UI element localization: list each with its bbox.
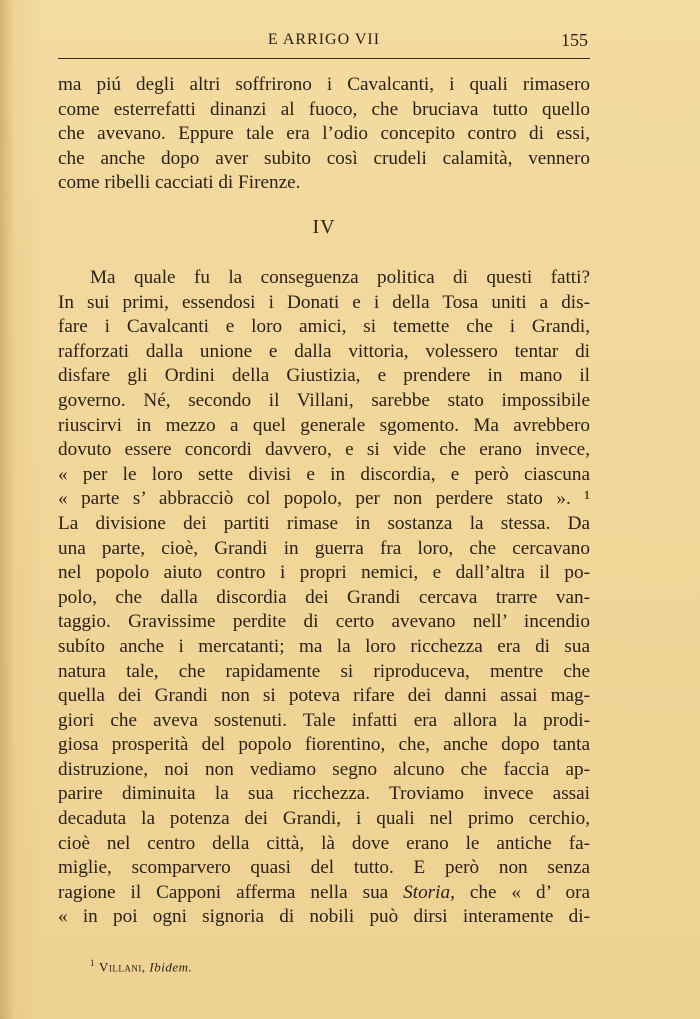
text-line: fare i Cavalcanti e loro amici, si temette che i Grandi, (58, 316, 590, 338)
text-line: decaduta la potenza dei Grandi, i quali nel primo cerchio, (58, 808, 590, 830)
text-line: In sui primi, essendosi i Donati e i della Tosa uniti a dis- (58, 291, 590, 313)
text-line: giori che aveva sostenuti. Tale infatti era allora la prodi- (58, 709, 590, 731)
text-line: quella dei Grandi non si poteva rifare dei danni assai mag- (58, 685, 590, 707)
text-line: nel popolo aiuto contro i propri nemici, e dall’altra il po- (58, 562, 590, 584)
text-line: ragione il Capponi afferma nella sua Storia, che « d’ ora (58, 881, 590, 903)
text-line: disfare gli Ordini della Giustizia, e prendere in mano il (58, 365, 590, 387)
text-line: La divisione dei partiti rimase in sostanza la stessa. Da (58, 512, 590, 534)
text-line: dovuto essere concordi davvero, e si vide che erano invece, (58, 439, 590, 461)
text-line: governo. Né, secondo il Villani, sarebbe stato impossibile (58, 389, 590, 411)
text-line: « per le loro sette divisi e in discordia, e però ciascuna (58, 463, 590, 485)
text-line: come esterrefatti dinanzi al fuoco, che bruciava tutto quello (58, 98, 590, 120)
text-line: polo, che dalla discordia dei Grandi cercava trarre van- (58, 586, 590, 608)
text-line: « in poi ogni signoria di nobili può dirsi interamente di- (58, 906, 590, 928)
text-line: Ma quale fu la conseguenza politica di questi fatti? (90, 267, 590, 288)
text-line: rafforzati dalla unione e dalla vittoria, volessero tentar di (58, 340, 590, 362)
italic-title: Storia (403, 881, 451, 903)
text-line: una parte, cioè, Grandi in guerra fra loro, che cercavano (58, 537, 590, 559)
text-line: taggio. Gravissime perdite di certo avevano nell’ incendio (58, 611, 590, 633)
paragraph-section-iv (58, 266, 590, 930)
footnote-author: Villani, (99, 959, 146, 975)
text-line: che anche dopo aver subito così crudeli calamità, vennero (58, 147, 590, 169)
paragraph-continued (58, 73, 590, 196)
footnote-reference: Ibidem. (149, 959, 193, 975)
text-line: distruzione, noi non vediamo segno alcuno che faccia ap- (58, 758, 590, 780)
footnote (90, 958, 192, 975)
running-title: E ARRIGO VII (267, 31, 381, 48)
page-number: 155 (561, 30, 588, 50)
text-line: cioè nel centro della città, là dove erano le antiche fa- (58, 832, 590, 854)
running-header (58, 30, 590, 59)
text-line: subíto anche i mercatanti; ma la loro ricchezza era di sua (58, 635, 590, 657)
text-line: come ribelli cacciati di Firenze. (58, 172, 301, 194)
section-heading: IV (312, 216, 336, 238)
text-line: giosa prosperità del popolo fiorentino, che, anche dopo tanta (58, 734, 590, 756)
text-line: ma piú degli altri soffrirono i Cavalcanti, i quali rimasero (58, 74, 590, 95)
text-line: riuscirvi in mezzo a quel generale sgomento. Ma avrebbero (58, 414, 590, 436)
text-line: miglie, scomparvero quasi del tutto. E però non senza (58, 857, 590, 879)
text-line: « parte s’ abbracciò col popolo, per non perdere stato ». ¹ (58, 488, 590, 510)
text-line: parire diminuita la sua ricchezza. Troviamo invece assai (58, 783, 590, 805)
text-line: che avevano. Eppure tale era l’odio concepito contro di essi, (58, 123, 590, 145)
footnote-marker: 1 (90, 958, 95, 968)
text-line: natura tale, che rapidamente si riproduceva, mentre che (58, 660, 590, 682)
